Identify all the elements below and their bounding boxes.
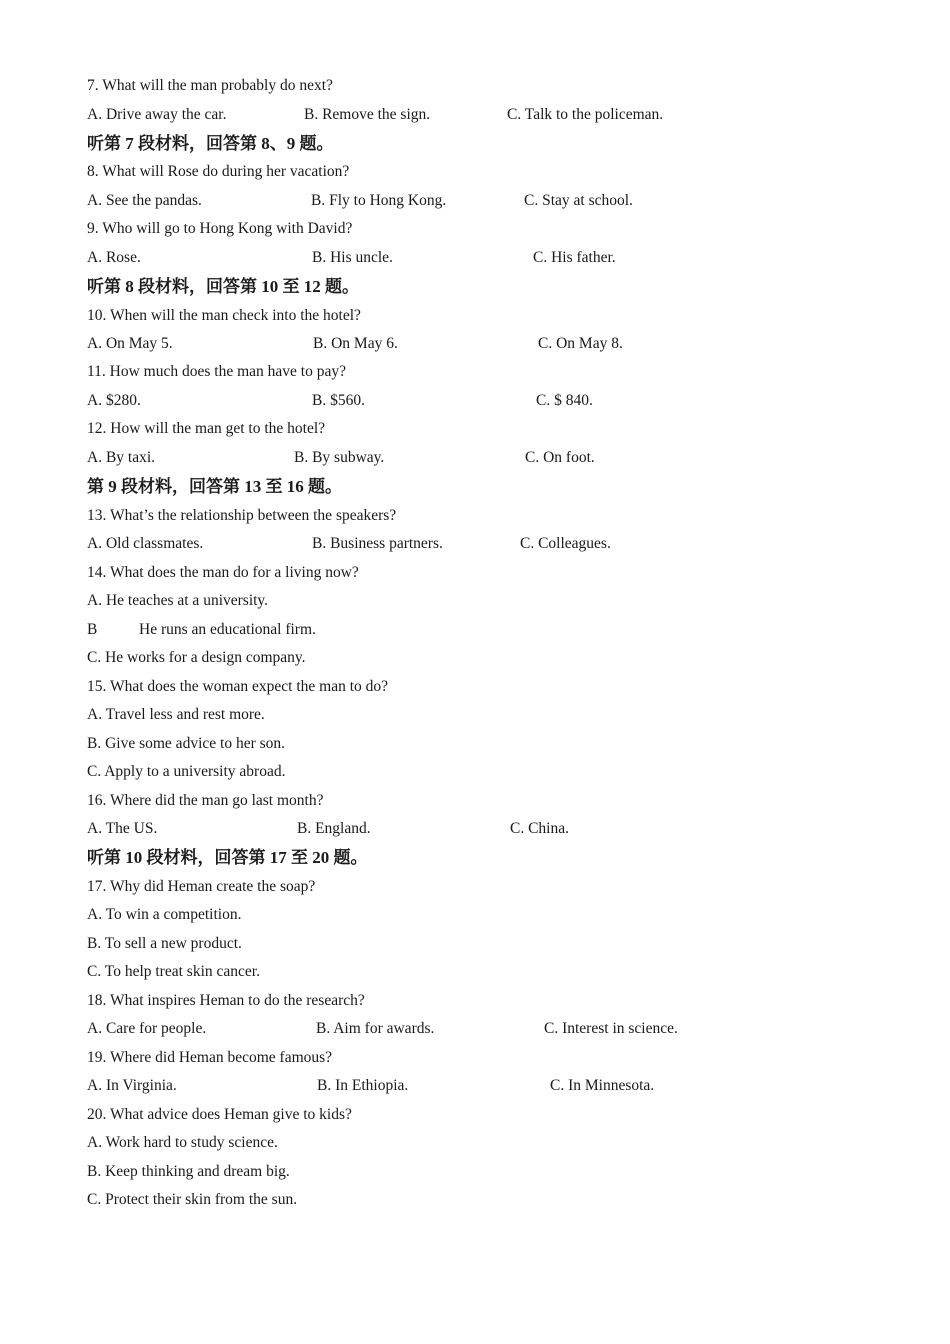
option-15-c: [87, 758, 887, 786]
option-b: B. Aim for awards.: [316, 1020, 435, 1037]
option-c: C. Interest in science.: [544, 1020, 678, 1037]
section-heading-text: 听第 7 段材料，回答第 8、9 题。: [87, 134, 334, 153]
option-b: B. Business partners.: [312, 535, 443, 552]
option-b: B. Remove the sign.: [304, 106, 431, 123]
option-14-a: [87, 587, 887, 615]
question-20: [87, 1101, 887, 1129]
option-b: B. His uncle.: [312, 249, 393, 266]
option-a: A. Rose.: [87, 249, 141, 266]
question-text: 8. What will Rose do during her vacation?: [87, 163, 350, 180]
question-13: [87, 502, 887, 530]
options-11: [87, 387, 887, 415]
option-a: A. Work hard to study science.: [87, 1134, 278, 1151]
option-17-a: [87, 901, 887, 929]
options-7: [87, 101, 887, 129]
option-c: C. His father.: [533, 249, 616, 266]
option-c: C. He works for a design company.: [87, 649, 306, 666]
option-c: C. On May 8.: [538, 335, 623, 352]
option-b: B. Fly to Hong Kong.: [311, 192, 447, 209]
section-heading-text: 第 9 段材料，回答第 13 至 16 题。: [87, 477, 342, 496]
question-text: 18. What inspires Heman to do the research?: [87, 992, 365, 1009]
option-20-a: [87, 1129, 887, 1157]
question-18: [87, 987, 887, 1015]
option-a: A. The US.: [87, 820, 158, 837]
section-heading-text: 听第 10 段材料，回答第 17 至 20 题。: [87, 848, 368, 867]
question-12: [87, 415, 887, 443]
option-15-b: [87, 730, 887, 758]
question-text: 12. How will the man get to the hotel?: [87, 420, 326, 437]
question-16: [87, 787, 887, 815]
question-text: 7. What will the man probably do next?: [87, 77, 333, 94]
question-17: [87, 873, 887, 901]
option-c: C. On foot.: [525, 449, 595, 466]
option-a: A. Drive away the car.: [87, 106, 227, 123]
section-heading-8: [87, 273, 887, 301]
option-c: C. Protect their skin from the sun.: [87, 1191, 298, 1208]
option-c: C. In Minnesota.: [550, 1077, 655, 1094]
option-b: B. On May 6.: [313, 335, 398, 352]
question-text: 17. Why did Heman create the soap?: [87, 878, 316, 895]
question-15: [87, 673, 887, 701]
option-14-c: [87, 644, 887, 672]
question-8: [87, 158, 887, 186]
option-c: C. Colleagues.: [520, 535, 611, 552]
options-13: [87, 530, 887, 558]
question-11: [87, 358, 887, 386]
question-14: [87, 559, 887, 587]
option-a: A. In Virginia.: [87, 1077, 177, 1094]
option-c: C. Apply to a university abroad.: [87, 763, 286, 780]
option-a: A. By taxi.: [87, 449, 156, 466]
options-18: [87, 1015, 887, 1043]
option-17-c: [87, 958, 887, 986]
option-b: B. Give some advice to her son.: [87, 735, 286, 752]
question-text: 10. When will the man check into the hotel?: [87, 307, 361, 324]
option-a: A. On May 5.: [87, 335, 173, 352]
question-7: [87, 72, 887, 100]
option-b: B. To sell a new product.: [87, 935, 242, 952]
option-letter-b: B: [87, 621, 98, 638]
question-text: 13. What’s the relationship between the speakers?: [87, 507, 397, 524]
option-a: A. Travel less and rest more.: [87, 706, 265, 723]
option-a: A. Old classmates.: [87, 535, 204, 552]
option-a: A. He teaches at a university.: [87, 592, 269, 609]
option-c: C. To help treat skin cancer.: [87, 963, 260, 980]
options-19: [87, 1072, 887, 1100]
option-a: A. Care for people.: [87, 1020, 207, 1037]
option-c: C. China.: [510, 820, 569, 837]
section-heading-10: [87, 844, 887, 872]
option-b: B. Keep thinking and dream big.: [87, 1163, 290, 1180]
option-b: He runs an educational firm.: [139, 621, 316, 638]
option-20-c: [87, 1186, 887, 1214]
option-17-b: [87, 930, 887, 958]
options-16: [87, 815, 887, 843]
option-c: C. $ 840.: [536, 392, 593, 409]
option-b: B. By subway.: [294, 449, 385, 466]
question-9: [87, 215, 887, 243]
option-c: C. Stay at school.: [524, 192, 633, 209]
question-text: 15. What does the woman expect the man to do?: [87, 678, 389, 695]
question-text: 19. Where did Heman become famous?: [87, 1049, 333, 1066]
question-10: [87, 302, 887, 330]
option-14-b: [87, 616, 887, 644]
option-c: C. Talk to the policeman.: [507, 106, 664, 123]
question-text: 14. What does the man do for a living now?: [87, 564, 359, 581]
option-a: A. To win a competition.: [87, 906, 242, 923]
options-12: [87, 444, 887, 472]
option-a: A. $280.: [87, 392, 141, 409]
options-9: [87, 244, 887, 272]
option-20-b: [87, 1158, 887, 1186]
options-8: [87, 187, 887, 215]
option-b: B. $560.: [312, 392, 365, 409]
option-b: B. In Ethiopia.: [317, 1077, 409, 1094]
section-heading-7: [87, 130, 887, 158]
question-19: [87, 1044, 887, 1072]
question-text: 11. How much does the man have to pay?: [87, 363, 346, 380]
question-text: 20. What advice does Heman give to kids?: [87, 1106, 352, 1123]
question-text: 9. Who will go to Hong Kong with David?: [87, 220, 353, 237]
option-15-a: [87, 701, 887, 729]
option-a: A. See the pandas.: [87, 192, 202, 209]
option-b: B. England.: [297, 820, 371, 837]
question-text: 16. Where did the man go last month?: [87, 792, 324, 809]
options-10: [87, 330, 887, 358]
section-heading-text: 听第 8 段材料，回答第 10 至 12 题。: [87, 277, 359, 296]
section-heading-9: [87, 473, 887, 501]
